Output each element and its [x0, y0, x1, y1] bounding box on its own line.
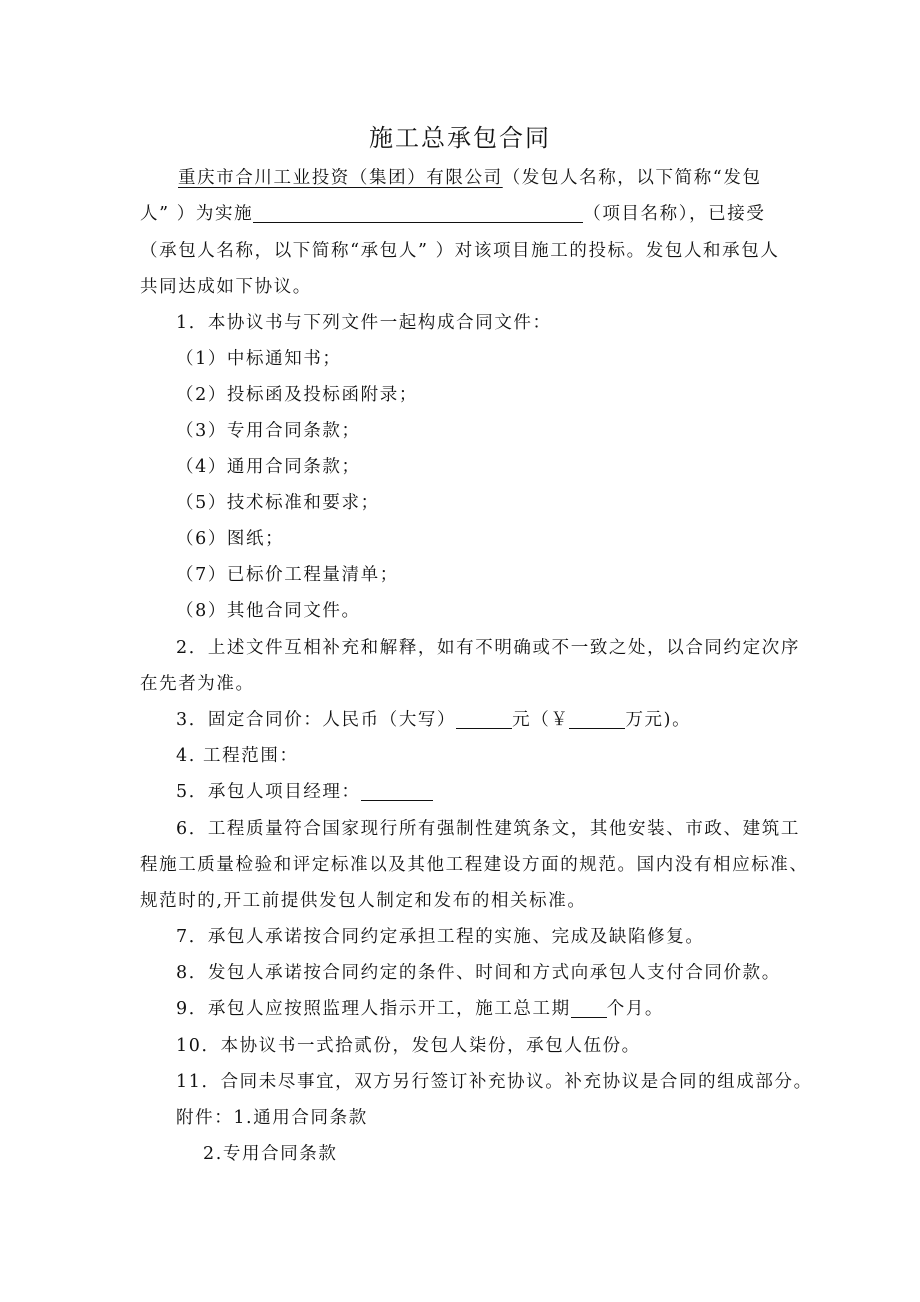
clause-6-line-3: 规范时的,开工前提供发包人制定和发布的相关标准。	[140, 891, 587, 911]
clause-11: 11．合同未尽事宜，双方另行签订补充协议。补充协议是合同的组成部分。	[176, 1072, 813, 1092]
clause-1-heading: 1．本协议书与下列文件一起构成合同文件：	[176, 313, 552, 333]
duration-blank	[571, 997, 607, 1018]
intro-line-2-start: 人” ）为实施	[140, 204, 254, 224]
clause-1-item: （7）已标价工程量清单；	[176, 565, 399, 585]
employer-name: 重庆市合川工业投资（集团）有限公司	[178, 168, 503, 188]
attachment-item: 1.通用合同条款	[233, 1108, 368, 1128]
project-name-blank	[253, 202, 583, 223]
clause-3	[176, 705, 821, 735]
clause-8: 8．发包人承诺按合同约定的条件、时间和方式向承包人支付合同价款。	[176, 963, 781, 983]
clause-10: 10．本协议书一式拾贰份，发包人柒份，承包人伍份。	[176, 1036, 641, 1056]
intro-line-1-rest: （发包人名称，以下简称“发包	[502, 168, 762, 188]
clause-3-middle: 元（￥	[512, 710, 570, 730]
attachment-item: 2.专用合同条款	[203, 1144, 338, 1164]
clause-2-line-1: 2．上述文件互相补充和解释，如有不明确或不一致之处，以合同约定次序	[176, 638, 800, 658]
clause-9-suffix: 个月。	[606, 999, 665, 1019]
clause-1-item: （2）投标函及投标函附录；	[176, 385, 418, 405]
intro-line-3: （承包人名称，以下简称“承包人” ）对该项目施工的投标。发包人和承包人	[140, 241, 780, 261]
clause-9-prefix: 9．承包人应按照监理人指示开工，施工总工期	[176, 999, 571, 1019]
intro-line-1	[178, 163, 788, 193]
clause-3-prefix: 3．固定合同价：人民币（大写）	[176, 710, 457, 730]
clause-6-line-1: 6．工程质量符合国家现行所有强制性建筑条文，其他安装、市政、建筑工	[176, 819, 800, 839]
clause-1-item: （4）通用合同条款；	[176, 457, 361, 477]
contract-price-amount-blank	[569, 708, 625, 729]
clause-3-suffix: 万元)。	[625, 710, 692, 730]
intro-line-2-end: （项目名称），已接受	[583, 204, 766, 224]
clause-5-label: 5．承包人项目经理：	[176, 782, 361, 802]
clause-5	[176, 777, 821, 807]
clause-1-item: （3）专用合同条款；	[176, 421, 361, 441]
attachments-line-1	[176, 1103, 821, 1133]
project-manager-blank	[361, 780, 433, 801]
intro-line-4: 共同达成如下协议。	[140, 277, 312, 297]
clause-1-item: （8）其他合同文件。	[176, 601, 361, 621]
clause-2-line-2: 在先者为准。	[140, 674, 255, 694]
page-title: 施工总承包合同	[369, 124, 551, 152]
clause-9	[176, 994, 821, 1024]
clause-1-item: （5）技术标准和要求；	[176, 493, 380, 513]
intro-line-2	[140, 199, 785, 229]
clause-1-item: （1）中标通知书；	[176, 349, 342, 369]
clause-7: 7．承包人承诺按合同约定承担工程的实施、完成及缺陷修复。	[176, 927, 705, 947]
clause-4: 4. 工程范围：	[176, 746, 299, 766]
contract-price-words-blank	[456, 708, 512, 729]
clause-1-item: （6）图纸；	[176, 529, 285, 549]
clause-6-line-2: 程施工质量检验和评定标准以及其他工程建设方面的规范。国内没有相应标准、	[140, 855, 809, 875]
attachments-label: 附件：	[176, 1108, 234, 1128]
